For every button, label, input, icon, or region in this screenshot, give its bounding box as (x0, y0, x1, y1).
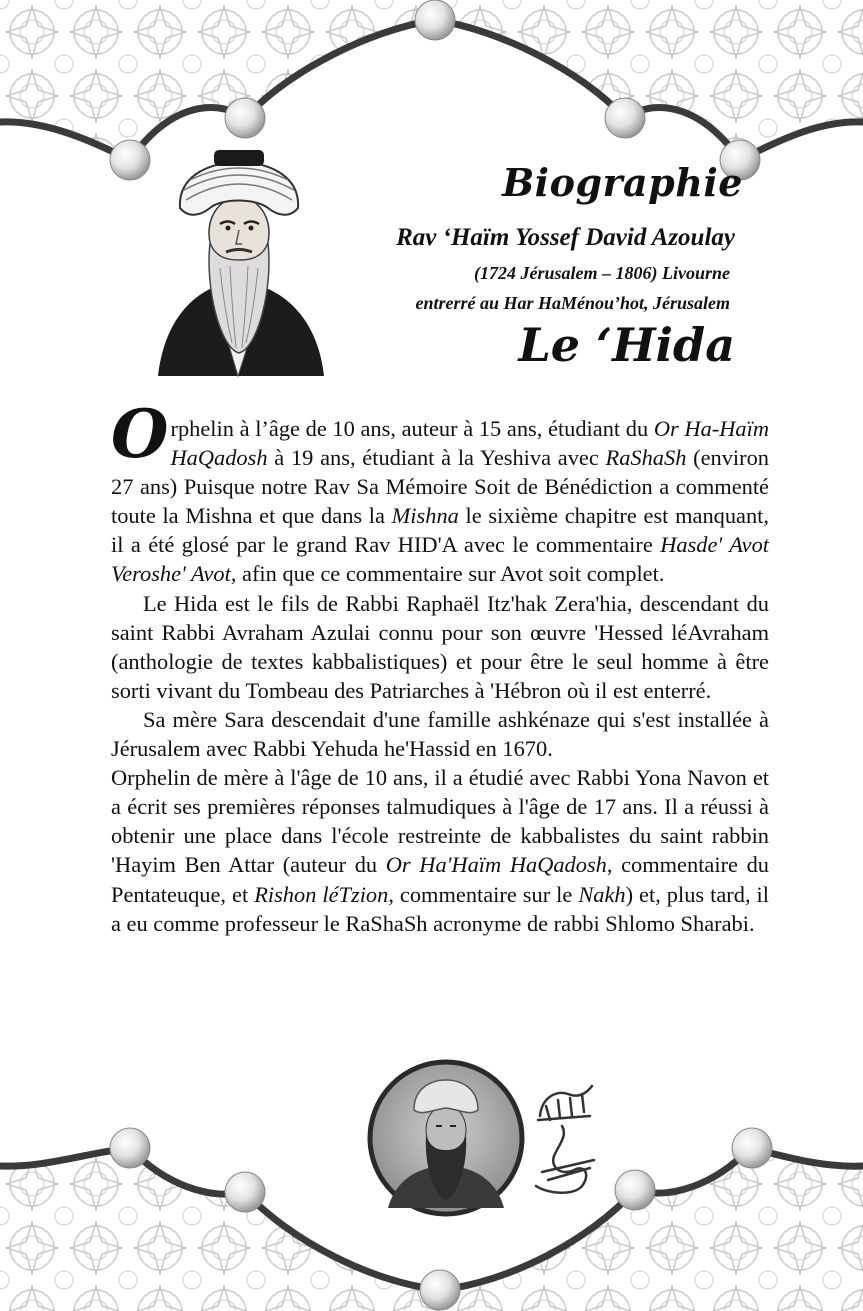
paragraph-4: Orphelin de mère à l'âge de 10 ans, il a étudié avec Rabbi Yona Navon et a écrit ses premières réponses talmudiques à l'âge de 17 ans. Il a réussi à obtenir une place dans l'école restreinte de kabbalistes du saint rabbin 'Hayim Ben Attar (auteur du Or Ha'Haïm HaQadosh, commentaire du Pentateuque, et Rishon léTzion, commentaire sur le Nakh) et, plus tard, il a eu comme professeur le RaShaSh acronyme de rabbi Shlomo Sharabi. (111, 765, 769, 936)
pearl (110, 1128, 150, 1168)
pearl (225, 98, 265, 138)
pearl (225, 1172, 265, 1212)
pearl (605, 98, 645, 138)
pearl (732, 1128, 772, 1168)
rav-name: Rav ‘Haïm Yossef David Azoulay (396, 224, 735, 251)
hebrew-signature (528, 1076, 608, 1206)
life-dates: (1724 Jérusalem – 1806) Livourne (474, 263, 730, 283)
heading-biographie: Biographie (502, 160, 743, 205)
pearl (615, 1170, 655, 1210)
drop-cap: O (111, 395, 169, 473)
rav-portrait (150, 148, 328, 378)
pearl (420, 1270, 460, 1310)
medallion-portrait (366, 1058, 526, 1218)
biography-body (111, 395, 770, 938)
nickname-title: Le ‘Hida (518, 318, 735, 372)
burial-place: entrerré au Har HaMénou’hot, Jérusalem (415, 293, 730, 313)
pearl (110, 140, 150, 180)
paragraph-2: Le Hida est le fils de Rabbi Raphaël Itz'hak Zera'hia, descendant du saint Rabbi Avraham Azulai connu pour son œuvre 'Hessed léAvraham (anthologie de textes kabbalistiques) et pour être le seul homme à être sorti vivant du Tombeau des Patriarches à 'Hébron où il est enterré. (111, 590, 769, 703)
paragraph-1: Orphelin à l’âge de 10 ans, auteur à 15 ans, étudiant du Or Ha-Haïm HaQadosh à 19 ans, étudiant à la Yeshiva avec RaShaSh (environ 27 ans) Puisque notre Rav Sa Mémoire Soit de Bénédiction a commenté toute la Mishna et que dans la Mishna le sixième chapitre est manquant, il a été glosé par le grand Rav HID'A avec le commentaire Hasde' Avot Veroshe' Avot, afin que ce commentaire sur Avot soit complet. (111, 395, 770, 587)
paragraph-3: Sa mère Sara descendait d'une famille ashkénaze qui s'est installée à Jérusalem avec Rabbi Yehuda he'Hassid en 1670. (111, 706, 769, 762)
pearl (415, 0, 455, 40)
